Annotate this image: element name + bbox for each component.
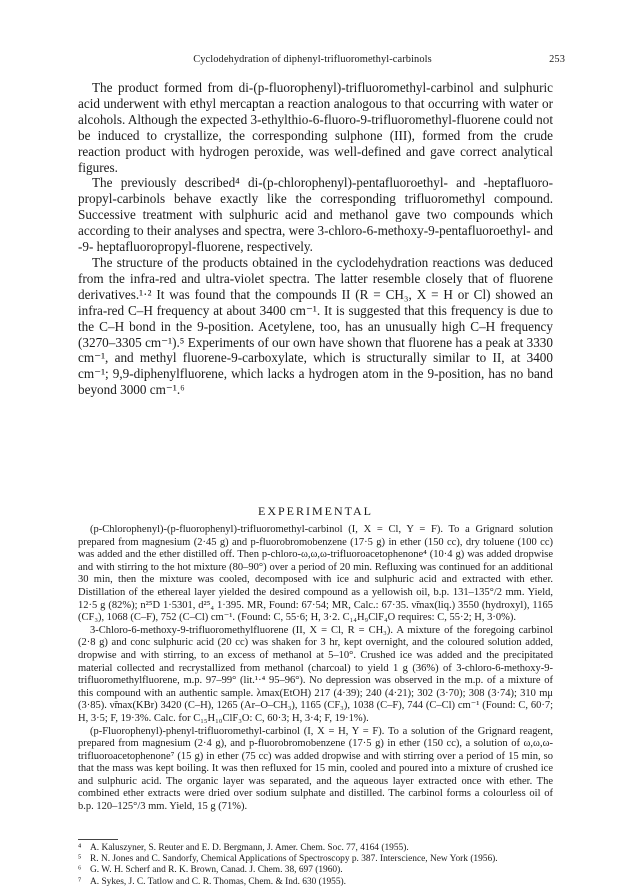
- paragraph-fluorophenyl-carbinol: (p-Fluorophenyl)-phenyl-trifluoromethyl-carbinol (I, X = H, Y = F). To a solution of the Grignard reagent, prepared from magnesium (2·4 g), and p-fluorobromobenzene (17·5 g) in ether (150 cc), a solution of ω,ω,ω-trifluoroacetophenone⁷ (15 g) in ether (75 cc) was added dropwise and with stirring over a period of 15 min, so that the mass was kept boiling. It was then refluxed for 15 min, cooled and poured into a mixture of crushed ice and sulphuric acid. The organic layer was separated, and the aqueous layer extracted once with ether. The combined ether extracts were dried over sodium sulphate and distilled. The carbinol forms a colourless oil of b.p. 120–125°/3 mm. Yield, 15 g (71%).: [78, 725, 553, 813]
- paragraph-structure: The structure of the products obtained in the cyclodehydration reactions was deduced from the infra-red and ultra-violet spectra. The latter resemble closely that of fluorene derivatives.¹·² It was found that the compounds II (R = CH₃, X = H or Cl) showed an infra-red C–H frequency at about 3400 cm⁻¹. It is suggested that this frequency is due to the C–H bond in the 9-position. Acetylene, too, has an unusually high C–H frequency (3270–3305 cm⁻¹).⁵ Experiments of our own have shown that fluorene has a peak at 3330 cm⁻¹, and methyl fluorene-9-carboxylate, which is structurally similar to II, at 3400 cm⁻¹; 9,9-diphenylfluorene, which lacks a hydrogen atom in the 9-position, has no band beyond 3000 cm⁻¹.⁶: [78, 254, 553, 398]
- reference-item: [78, 843, 553, 854]
- references-list: [78, 843, 553, 888]
- running-head: [60, 54, 565, 70]
- page-number: 253: [549, 54, 565, 65]
- reference-marker: ⁴: [78, 843, 82, 853]
- reference-text: A. Sykes, J. C. Tatlow and C. R. Thomas, Chem. & Ind. 630 (1955).: [90, 876, 347, 887]
- reference-item: [78, 854, 553, 865]
- section-heading-experimental: EXPERIMENTAL: [257, 504, 374, 518]
- paragraph-chloro-methoxy-fluorene: 3-Chloro-6-methoxy-9-trifluoromethylfluorene (II, X = Cl, R = CH₃). A mixture of the foregoing carbinol (2·8 g) and conc sulphuric acid (20 cc) was shaken for 3 hr, kept overnight, and the coloured solution added, dropwise and with stirring, to an excess of methanol at 5–10°. Crushed ice was added and the precipitated material collected and recrystallized from methanol (charcoal) to yield 1 g (36%) of 3-chloro-6-methoxy-9-trifluoromethylfluorene, m.p. 97–99° (lit.¹·⁴ 95–96°). No depression was observed in the m.p. of a mixture of this compound with an authentic sample. λmax(EtOH) 217 (4·39); 240 (4·21); 302 (3·70); 308 (3·74); 310 mμ (3·85). ν̃max(KBr) 3420 (C–H), 1265 (Ar–O–CH₃), 1165 (CF₃), 1038 (C–F), 744 (C–Cl) cm⁻¹ (Found: C, 60·7; H, 3·5; F, 19·3%. Calc. for C₁₅H₁₀ClF₃O: C, 60·3; H, 3·4; F, 19·1%).: [78, 624, 553, 724]
- reference-text: G. W. H. Scherf and R. K. Brown, Canad. J. Chem. 38, 697 (1960).: [90, 865, 343, 876]
- paragraph-chlorophenyl-carbinol: (p-Chlorophenyl)-(p-fluorophenyl)-trifluoromethyl-carbinol (I, X = Cl, Y = F). To a Grignard solution prepared from magnesium (2·45 g) and p-fluorobromobenzene (17·5 g) in ether (150 cc), dry toluene (100 cc) was added and the ether distilled off. Then p-chloro-ω,ω,ω-trifluoroacetophenone⁴ (10·4 g) was added dropwise and with stirring to the hot mixture (80–90°) over a period of 20 min. Refluxing was continued for an additional 30 min, then the mixture was cooled, decomposed with ice and sulphuric acid and extracted with ether. Distillation of the ethereal layer yielded the desired compound as a yellowish oil, b.p. 131–135°/2 mm. Yield, 12·5 g (82%); n²⁵D 1·5301, d²⁵₄ 1·395. MR, Found: 67·54; MR, Calc.: 67·35. ν̃max(liq.) 3550 (hydroxyl), 1165 (CF₃), 1068 (C–F), 752 (C–Cl) cm⁻¹. (Found: C, 55·6; H, 3·2. C₁₄H₉ClF₄O requires: C, 55·2; H, 3·0%).: [78, 524, 553, 624]
- reference-text: R. N. Jones and C. Sandorfy, Chemical Applications of Spectroscopy p. 387. Interscience, New York (1956).: [90, 854, 498, 865]
- paragraph-previously-described: The previously described⁴ di-(p-chlorophenyl)-pentafluoroethyl- and -heptafluoro-propyl-carbinols behave exactly like the corresponding trifluoromethyl compound. Successive treatment with sulphuric acid and methanol gave two compounds which according to their analyses and spectra, were 3-chloro-6-methoxy-9-pentafluoroethyl- and -9- heptafluoropropyl-fluorene, respectively.: [78, 175, 553, 255]
- footnote-divider: [78, 839, 118, 840]
- reference-item: [78, 865, 553, 876]
- reference-marker: ⁵: [78, 854, 82, 865]
- running-head-title: Cyclodehydration of diphenyl-trifluoromethyl-carbinols: [193, 54, 432, 65]
- reference-item: [78, 877, 553, 888]
- reference-text: A. Kaluszyner, S. Reuter and E. D. Bergmann, J. Amer. Chem. Soc. 77, 4164 (1955).: [90, 843, 409, 853]
- discussion-text: [78, 80, 553, 398]
- experimental-text: [78, 524, 553, 814]
- reference-marker: ⁶: [78, 865, 82, 876]
- paragraph-product-reaction: The product formed from di-(p-fluorophenyl)-trifluoromethyl-carbinol and sulphuric acid underwent with ethyl mercaptan a reaction analogous to that occurring with water or alcohols. Although the expected 3-ethylthio-6-fluoro-9-trifluoromethyl-fluorene could not be induced to crystallize, the corresponding sulphone (III), formed from the crude reaction product with hydrogen peroxide, was well-defined and gave correct analytical figures.: [78, 80, 553, 175]
- reference-marker: ⁷: [78, 876, 82, 887]
